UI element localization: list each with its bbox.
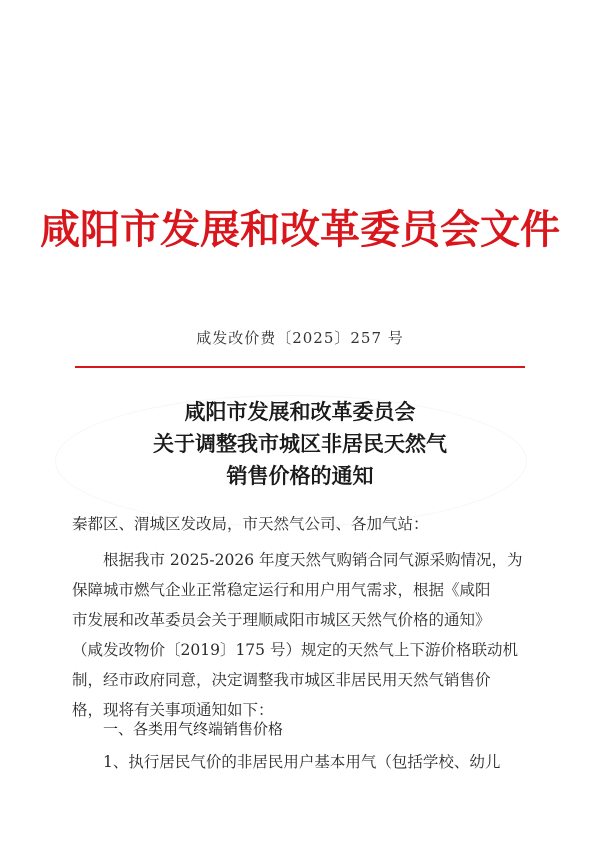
paragraph-line: 格，现将有关事项通知如下： — [72, 701, 274, 719]
document-number: 咸发改价费〔2025〕257 号 — [196, 329, 404, 347]
section-heading: 一、各类用气终端销售价格 — [103, 720, 284, 738]
notice-title-line-3: 销售价格的通知 — [226, 463, 374, 488]
body-paragraph — [72, 545, 532, 725]
list-item: 1、执行居民气价的非居民用户基本用气（包括学校、幼儿 — [103, 753, 501, 771]
paragraph-line: 制，经市政府同意，决定调整我市城区非居民用天然气销售价 — [72, 671, 491, 689]
paragraph-line: （咸发改物价〔2019〕175 号）规定的天然气上下游价格联动机 — [72, 641, 518, 659]
paragraph-line: 保障城市燃气企业正常稳定运行和用户用气需求，根据《咸阳 — [72, 581, 491, 599]
notice-title — [0, 396, 600, 492]
red-separator-line — [75, 366, 525, 368]
addressee-line: 秦都区、渭城区发改局，市天然气公司、各加气站： — [72, 515, 429, 533]
notice-title-line-2: 关于调整我市城区非居民天然气 — [153, 431, 447, 456]
paragraph-line: 根据我市 2025-2026 年度天然气购销合同气源采购情况，为 — [103, 551, 523, 569]
paragraph-line: 市发展和改革委员会关于理顺咸阳市城区天然气价格的通知》 — [72, 611, 491, 629]
document-header-title: 咸阳市发展和改革委员会文件 — [40, 206, 560, 253]
notice-title-line-1: 咸阳市发展和改革委员会 — [184, 399, 416, 424]
